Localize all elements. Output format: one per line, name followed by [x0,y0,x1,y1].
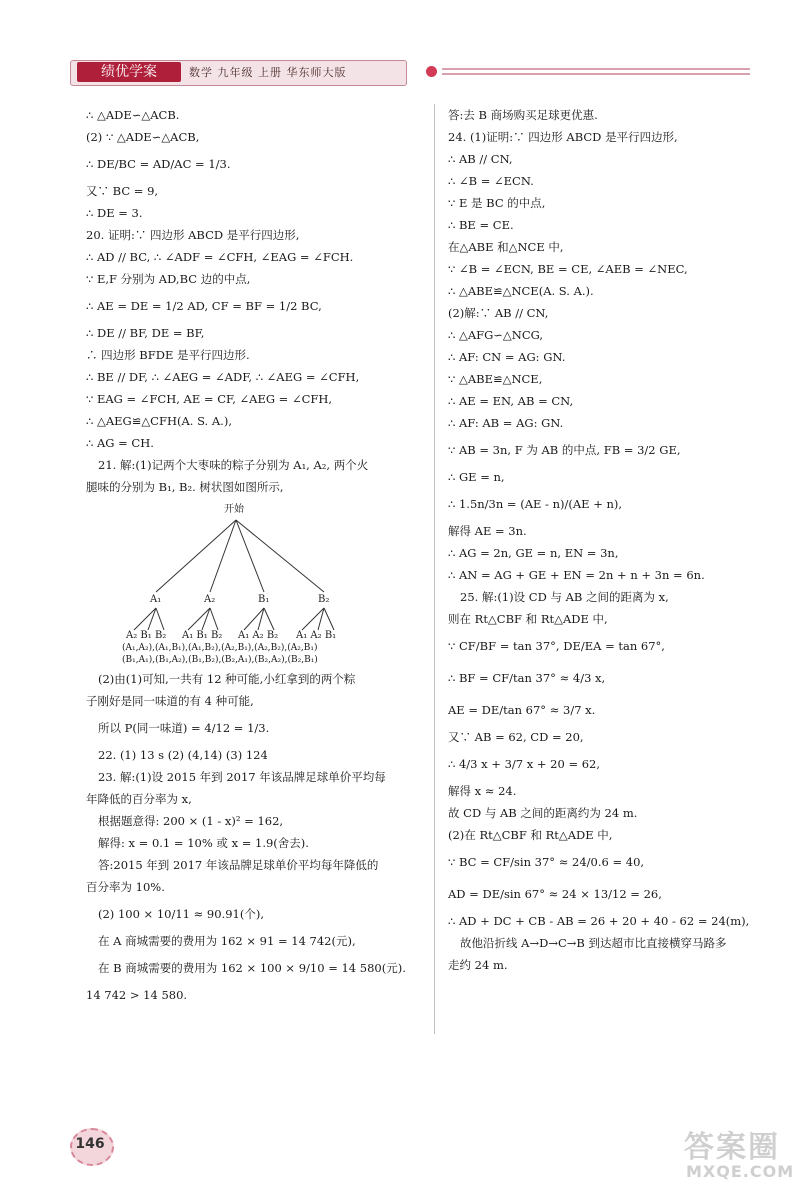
text-line: 则在 Rt△CBF 和 Rt△ADE 中, [448,612,608,626]
text-line: ∴ DE // BF, DE = BF, [86,326,205,340]
text-line: (2) ∵ △ADE∽△ACB, [86,130,200,144]
text-line: 24. (1)证明:∵ 四边形 ABCD 是平行四边形, [448,130,678,144]
header-box [70,60,407,86]
text-line: 故 CD 与 AB 之间的距离约为 24 m. [448,806,638,820]
tree-leaf-group: A₁ B₁ B₂ [182,630,223,641]
tree-leaf-group: A₁ A₂ B₁ [296,630,337,641]
text-line: 腿味的分别为 B₁, B₂. 树状图如图所示, [86,480,284,494]
page-number-badge [64,1124,114,1166]
watermark-logo: 答案圈 [684,1130,780,1165]
text-line: 23. 解:(1)设 2015 年到 2017 年该品牌足球单价平均每 [98,770,386,784]
text-line: 答:2015 年到 2017 年该品牌足球单价平均每年降低的 [98,858,379,872]
page-number: 146 [75,1136,105,1152]
text-line: ∵ ∠B = ∠ECN, BE = CE, ∠AEB = ∠NEC, [448,262,688,276]
text-line: ∴ BE = CE. [448,218,514,232]
book-subtitle: 数学 九年级 上册 华东师大版 [189,66,347,79]
text-line: ∴ AG = 2n, GE = n, EN = 3n, [448,546,619,560]
text-line: 百分率为 10%. [86,880,165,894]
text-line: 在△ABE 和△NCE 中, [448,240,564,254]
text-line: 走约 24 m. [448,958,508,972]
text-line: ∴ △AFG∽△NCG, [448,328,544,342]
text-line: ∴ AD + DC + CB - AB = 26 + 20 + 40 - 62 = 24(m), [448,914,750,928]
column-divider [434,104,435,1034]
text-line: 年降低的百分率为 x, [86,792,192,806]
text-line: 所以 P(同一味道) = 4/12 = 1/3. [98,721,270,735]
left-column [86,104,422,1006]
header-rule [442,73,750,75]
text-line: (2)在 Rt△CBF 和 Rt△ADE 中, [448,828,613,842]
text-line: AD = DE/sin 67° ≈ 24 × 13/12 = 26, [448,887,662,901]
text-line: ∴ AE = EN, AB = CN, [448,394,574,408]
text-line: 22. (1) 13 s (2) (4,14) (3) 124 [98,748,268,762]
header-dot-icon [426,66,437,77]
text-line: 又∵ BC = 9, [86,184,159,198]
text-line: ∴ 四边形 BFDE 是平行四边形. [86,348,250,362]
text-line: ∴ AB // CN, [448,152,513,166]
text-line: ∴ AF: CN = AG: GN. [448,350,566,364]
text-line: ∴ DE/BC = AD/AC = 1/3. [86,157,231,171]
tree-pairs-row: (B₁,A₁),(B₁,A₂),(B₁,B₂),(B₂,A₁),(B₂,A₂),(B₂,B₁) [122,655,318,665]
tree-node: A₂ [204,594,216,605]
text-line: ∴ AN = AG + GE + EN = 2n + n + 3n = 6n. [448,568,705,582]
text-line: 在 A 商城需要的费用为 162 × 91 = 14 742(元), [98,934,356,948]
text-line: ∵ BC = CF/sin 37° ≈ 24/0.6 = 40, [448,855,645,869]
text-line: ∴ ∠B = ∠ECN. [448,174,534,188]
text-line: (2)由(1)可知,一共有 12 种可能,小红拿到的两个粽 [98,672,356,686]
text-line: (2)解:∵ AB // CN, [448,306,549,320]
text-line: ∴ AF: AB = AG: GN. [448,416,564,430]
text-line: 解得 x ≈ 24. [448,784,517,798]
text-line: 又∵ AB = 62, CD = 20, [448,730,584,744]
page-header [70,56,760,92]
text-line: 14 742 > 14 580. [86,988,188,1002]
tree-diagram [86,500,422,665]
tree-leaf-group: A₁ A₂ B₂ [238,630,279,641]
brand-label: 绩优学案 [77,62,181,82]
right-column [448,104,776,976]
tree-node: B₂ [318,594,330,605]
text-line: 21. 解:(1)记两个大枣味的粽子分别为 A₁, A₂, 两个火 [98,458,369,472]
text-line: ∴ AG = CH. [86,436,154,450]
text-line: (2) 100 × 10/11 ≈ 90.91(个), [98,907,264,921]
text-line: ∵ AB = 3n, F 为 AB 的中点, FB = 3/2 GE, [448,443,681,457]
text-line: ∴ △ADE∽△ACB. [86,108,180,122]
text-line: 20. 证明:∵ 四边形 ABCD 是平行四边形, [86,228,300,242]
tree-pairs-row: (A₁,A₂),(A₁,B₁),(A₁,B₂),(A₂,B₁),(A₂,B₂),(A₂,B₁) [122,643,318,653]
watermark [676,1122,796,1188]
text-line: 答:去 B 商场购买足球更优惠. [448,108,598,122]
text-line: ∴ AD // BC, ∴ ∠ADF = ∠CFH, ∠EAG = ∠FCH. [86,250,354,264]
text-line: ∵ CF/BF = tan 37°, DE/EA = tan 67°, [448,639,665,653]
text-line: ∴ 1.5n/3n = (AE - n)/(AE + n), [448,497,623,511]
tree-leaf-group: A₂ B₁ B₂ [126,630,167,641]
text-line: ∴ BE // DF, ∴ ∠AEG = ∠ADF, ∴ ∠AEG = ∠CFH, [86,370,360,384]
tree-node: B₁ [258,594,270,605]
text-line: ∴ 4/3 x + 3/7 x + 20 = 62, [448,757,601,771]
text-line: ∴ BF = CF/tan 37° ≈ 4/3 x, [448,671,606,685]
text-line: ∴ △ABE≌△NCE(A. S. A.). [448,284,594,298]
text-line: 25. 解:(1)设 CD 与 AB 之间的距离为 x, [460,590,669,604]
watermark-url: MXQE.COM [686,1162,795,1181]
text-line: ∴ AE = DE = 1/2 AD, CF = BF = 1/2 BC, [86,299,322,313]
tree-node: A₁ [150,594,162,605]
text-line: ∴ GE = n, [448,470,505,484]
text-line: ∵ E 是 BC 的中点, [448,196,546,210]
text-line: 根据题意得: 200 × (1 - x)² = 162, [98,814,284,828]
text-line: 解得 AE = 3n. [448,524,527,538]
text-line: ∴ △AEG≌△CFH(A. S. A.), [86,414,232,428]
text-line: ∴ DE = 3. [86,206,143,220]
text-line: 解得: x = 0.1 = 10% 或 x = 1.9(舍去). [98,836,309,850]
text-line: ∵ △ABE≌△NCE, [448,372,543,386]
text-line: ∵ EAG = ∠FCH, AE = CF, ∠AEG = ∠CFH, [86,392,333,406]
header-rule [442,68,750,70]
text-line: 在 B 商城需要的费用为 162 × 100 × 9/10 = 14 580(元). [98,961,406,975]
text-line: AE = DE/tan 67° ≈ 3/7 x. [448,703,596,717]
tree-root: 开始 [224,504,244,515]
text-line: ∵ E,F 分别为 AD,BC 边的中点, [86,272,251,286]
text-line: 子刚好是同一味道的有 4 种可能, [86,694,254,708]
text-line: 故他沿折线 A→D→C→B 到达超市比直接横穿马路多 [460,936,727,950]
